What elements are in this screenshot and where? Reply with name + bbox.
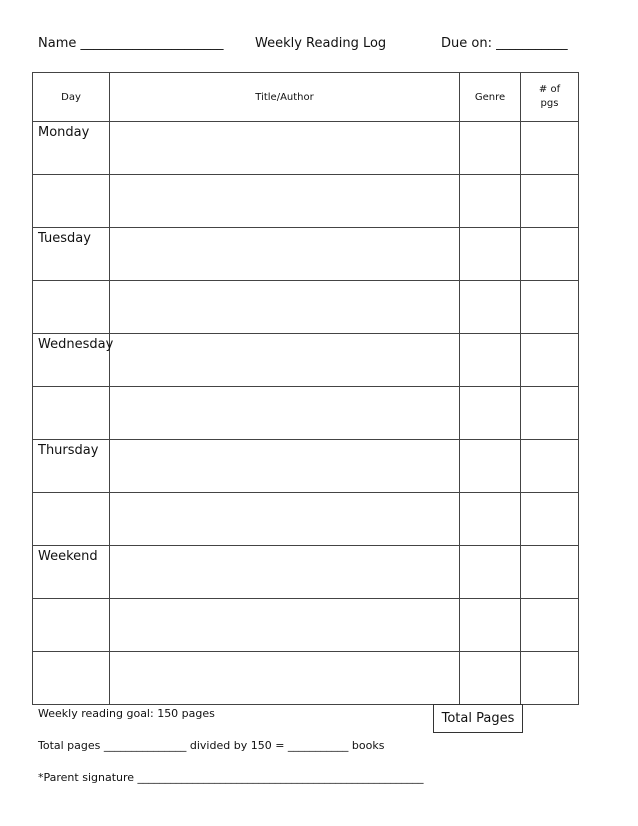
pages-cell bbox=[521, 652, 579, 705]
day-label bbox=[33, 387, 109, 390]
pages-cell bbox=[521, 175, 579, 228]
table-row bbox=[33, 493, 579, 546]
due-date-field-label: Due on: ___________ bbox=[441, 36, 568, 51]
name-field-label: Name ______________________ bbox=[38, 36, 224, 51]
day-label: Tuesday bbox=[38, 231, 91, 246]
day-cell bbox=[33, 122, 110, 175]
pages-cell bbox=[521, 122, 579, 175]
title-author-cell bbox=[110, 387, 460, 440]
table-header-row bbox=[33, 73, 579, 122]
day-label bbox=[33, 599, 109, 602]
day-cell bbox=[33, 228, 110, 281]
pages-cell bbox=[521, 228, 579, 281]
title-author-column-header: Title/Author bbox=[110, 73, 460, 122]
table-row bbox=[33, 599, 579, 652]
day-cell bbox=[33, 652, 110, 705]
genre-cell bbox=[460, 493, 521, 546]
genre-cell bbox=[460, 281, 521, 334]
table-row bbox=[33, 334, 579, 387]
day-cell bbox=[33, 387, 110, 440]
pages-header-line-1: # of bbox=[538, 84, 561, 95]
genre-cell bbox=[460, 652, 521, 705]
table-body bbox=[33, 122, 579, 705]
day-label bbox=[33, 175, 109, 178]
title-author-cell bbox=[110, 652, 460, 705]
day-label: Weekend bbox=[38, 549, 98, 564]
genre-column-header: Genre bbox=[460, 73, 521, 122]
day-label bbox=[33, 493, 109, 496]
pages-cell bbox=[521, 493, 579, 546]
pages-header-line-2: pgs bbox=[540, 98, 559, 109]
day-cell bbox=[33, 440, 110, 493]
title-author-cell bbox=[110, 175, 460, 228]
day-label: Monday bbox=[38, 125, 90, 140]
genre-cell bbox=[460, 599, 521, 652]
day-cell bbox=[33, 546, 110, 599]
pages-cell bbox=[521, 281, 579, 334]
day-cell bbox=[33, 493, 110, 546]
pages-cell bbox=[521, 387, 579, 440]
table-row bbox=[33, 281, 579, 334]
genre-cell bbox=[460, 440, 521, 493]
pages-column-header bbox=[521, 73, 579, 122]
table-row bbox=[33, 228, 579, 281]
genre-cell bbox=[460, 546, 521, 599]
day-cell bbox=[33, 175, 110, 228]
day-label bbox=[33, 652, 109, 655]
day-cell bbox=[33, 599, 110, 652]
day-label: Wednesday bbox=[38, 337, 114, 352]
weekly-goal-text: Weekly reading goal: 150 pages bbox=[38, 707, 215, 720]
table-row bbox=[33, 175, 579, 228]
pages-cell bbox=[521, 546, 579, 599]
genre-cell bbox=[460, 175, 521, 228]
pages-cell bbox=[521, 440, 579, 493]
total-pages-calculation-text: Total pages _______________ divided by 150 = ___________ books bbox=[38, 739, 385, 752]
day-label: Thursday bbox=[38, 443, 99, 458]
day-cell bbox=[33, 334, 114, 387]
genre-cell bbox=[460, 334, 521, 387]
day-column-header: Day bbox=[33, 73, 110, 122]
day-label bbox=[33, 281, 109, 284]
title-author-cell bbox=[110, 440, 460, 493]
table-row bbox=[33, 122, 579, 175]
title-author-cell bbox=[110, 546, 460, 599]
day-cell bbox=[33, 281, 110, 334]
table-row bbox=[33, 652, 579, 705]
table-row bbox=[33, 546, 579, 599]
total-pages-box: Total Pages bbox=[433, 704, 523, 733]
title-author-cell bbox=[110, 228, 460, 281]
genre-cell bbox=[460, 122, 521, 175]
title-author-cell bbox=[110, 599, 460, 652]
title-author-cell bbox=[110, 281, 460, 334]
page-title: Weekly Reading Log bbox=[255, 36, 387, 51]
genre-cell bbox=[460, 228, 521, 281]
title-author-cell bbox=[110, 122, 460, 175]
reading-log-table bbox=[32, 72, 579, 705]
table-row bbox=[33, 387, 579, 440]
pages-cell bbox=[521, 599, 579, 652]
title-author-cell bbox=[110, 493, 460, 546]
title-author-cell bbox=[110, 334, 460, 387]
genre-cell bbox=[460, 387, 521, 440]
table-row bbox=[33, 440, 579, 493]
parent-signature-field-label: *Parent signature ____________________________________________________ bbox=[38, 771, 424, 784]
pages-cell bbox=[521, 334, 579, 387]
